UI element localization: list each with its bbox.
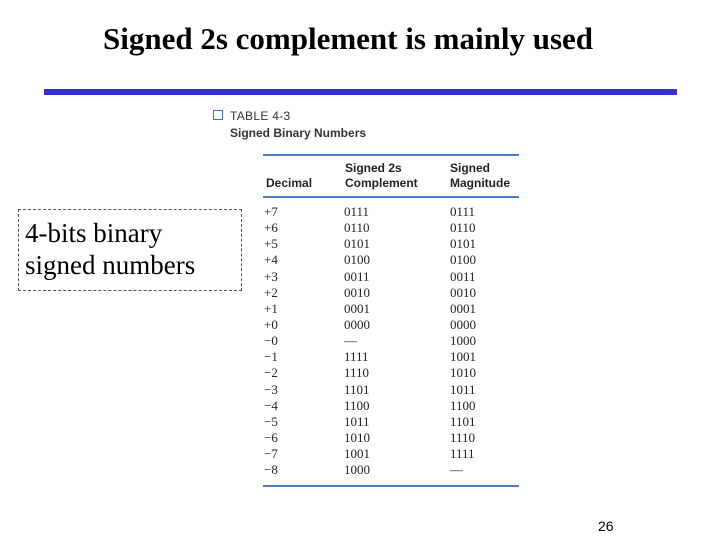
- signed-magnitude-cell: 0000: [450, 316, 476, 332]
- table-row: [264, 446, 520, 462]
- signed-magnitude-cell: 0001: [450, 300, 476, 316]
- header-twos-line-2: Complement: [345, 176, 418, 190]
- header-twos-complement: [345, 161, 418, 191]
- table-row: [264, 236, 520, 252]
- signed-magnitude-cell: 1001: [450, 349, 476, 365]
- signed-magnitude-cell: 0110: [450, 220, 476, 236]
- decimal-cell: −8: [264, 462, 278, 478]
- twos-complement-cell: 0011: [344, 268, 370, 284]
- decimal-cell: −2: [264, 365, 278, 381]
- twos-complement-cell: 0111: [344, 204, 370, 219]
- table-body: [264, 204, 520, 478]
- table-row: [264, 269, 520, 285]
- decimal-cell: +4: [264, 252, 278, 268]
- table-row: [264, 382, 520, 398]
- table-row: [264, 365, 520, 381]
- signed-magnitude-cell: 1011: [450, 381, 476, 397]
- twos-complement-cell: 0101: [344, 236, 370, 252]
- table-caption: [213, 107, 366, 140]
- signed-magnitude-cell: 1110: [450, 429, 476, 445]
- table-row: [264, 252, 520, 268]
- table-row: [264, 398, 520, 414]
- table-bottom-rule: [263, 485, 519, 487]
- twos-complement-cell: 1010: [344, 429, 370, 445]
- signed-magnitude-cell: —: [450, 462, 463, 478]
- square-bullet-icon: [213, 110, 223, 120]
- decimal-cell: −1: [264, 349, 278, 365]
- header-magnitude-line-2: Magnitude: [450, 176, 510, 190]
- table-row: [264, 430, 520, 446]
- decimal-cell: +0: [264, 316, 278, 332]
- header-decimal-label: Decimal: [266, 176, 313, 190]
- twos-complement-cell: 0100: [344, 252, 370, 268]
- signed-magnitude-cell: 1000: [450, 333, 476, 349]
- decimal-cell: −6: [264, 429, 278, 445]
- signed-magnitude-cell: 0010: [450, 284, 476, 300]
- twos-complement-cell: 0010: [344, 284, 370, 300]
- decimal-cell: +2: [264, 284, 278, 300]
- signed-magnitude-cell: 0101: [450, 236, 476, 252]
- decimal-cell: −4: [264, 397, 278, 413]
- callout-line-1: 4-bits binary: [25, 218, 163, 248]
- table-row: [264, 285, 520, 301]
- twos-complement-cell: 1011: [344, 413, 370, 429]
- callout-line-2: signed numbers: [25, 249, 196, 280]
- header-magnitude-line-1: Signed: [450, 161, 491, 175]
- slide-title: Signed 2s complement is mainly used: [102, 21, 594, 56]
- decimal-cell: −7: [264, 446, 278, 462]
- signed-magnitude-cell: 0100: [450, 252, 476, 268]
- twos-complement-cell: 1001: [344, 446, 370, 462]
- twos-complement-cell: 1101: [344, 381, 370, 397]
- table-row: [264, 462, 520, 478]
- header-twos-line-1: Signed 2s: [345, 161, 402, 175]
- decimal-cell: +3: [264, 268, 278, 284]
- table-row: [264, 317, 520, 333]
- table-number: TABLE 4-3: [230, 109, 291, 123]
- twos-complement-cell: 1110: [344, 365, 370, 381]
- twos-complement-cell: 1111: [344, 349, 369, 365]
- title-underline: [44, 89, 677, 95]
- twos-complement-cell: 0110: [344, 220, 370, 236]
- signed-magnitude-cell: 1111: [450, 446, 475, 462]
- decimal-cell: +7: [264, 204, 278, 219]
- header-signed-magnitude: [450, 161, 510, 191]
- table-row: [264, 414, 520, 430]
- page-number: 26: [598, 518, 614, 534]
- table-row: [264, 301, 520, 317]
- decimal-cell: −0: [264, 333, 278, 349]
- twos-complement-cell: 1100: [344, 397, 370, 413]
- table-header-rule: [263, 196, 519, 198]
- table-title: Signed Binary Numbers: [230, 126, 367, 140]
- twos-complement-cell: 0001: [344, 300, 370, 316]
- table-row: [264, 204, 520, 220]
- callout-box: [18, 209, 242, 291]
- signed-magnitude-cell: 0111: [450, 204, 476, 219]
- decimal-cell: +1: [264, 300, 278, 316]
- decimal-cell: −3: [264, 381, 278, 397]
- twos-complement-cell: 0000: [344, 316, 370, 332]
- twos-complement-cell: 1000: [344, 462, 370, 478]
- signed-magnitude-cell: 1010: [450, 365, 476, 381]
- decimal-cell: +6: [264, 220, 278, 236]
- twos-complement-cell: —: [344, 333, 357, 349]
- signed-magnitude-cell: 1100: [450, 397, 476, 413]
- signed-magnitude-cell: 1101: [450, 413, 476, 429]
- decimal-cell: −5: [264, 413, 278, 429]
- table-row: [264, 349, 520, 365]
- decimal-cell: +5: [264, 236, 278, 252]
- table-row: [264, 220, 520, 236]
- table-row: [264, 333, 520, 349]
- signed-magnitude-cell: 0011: [450, 268, 476, 284]
- table-top-rule: [263, 154, 519, 156]
- header-decimal: [266, 176, 312, 191]
